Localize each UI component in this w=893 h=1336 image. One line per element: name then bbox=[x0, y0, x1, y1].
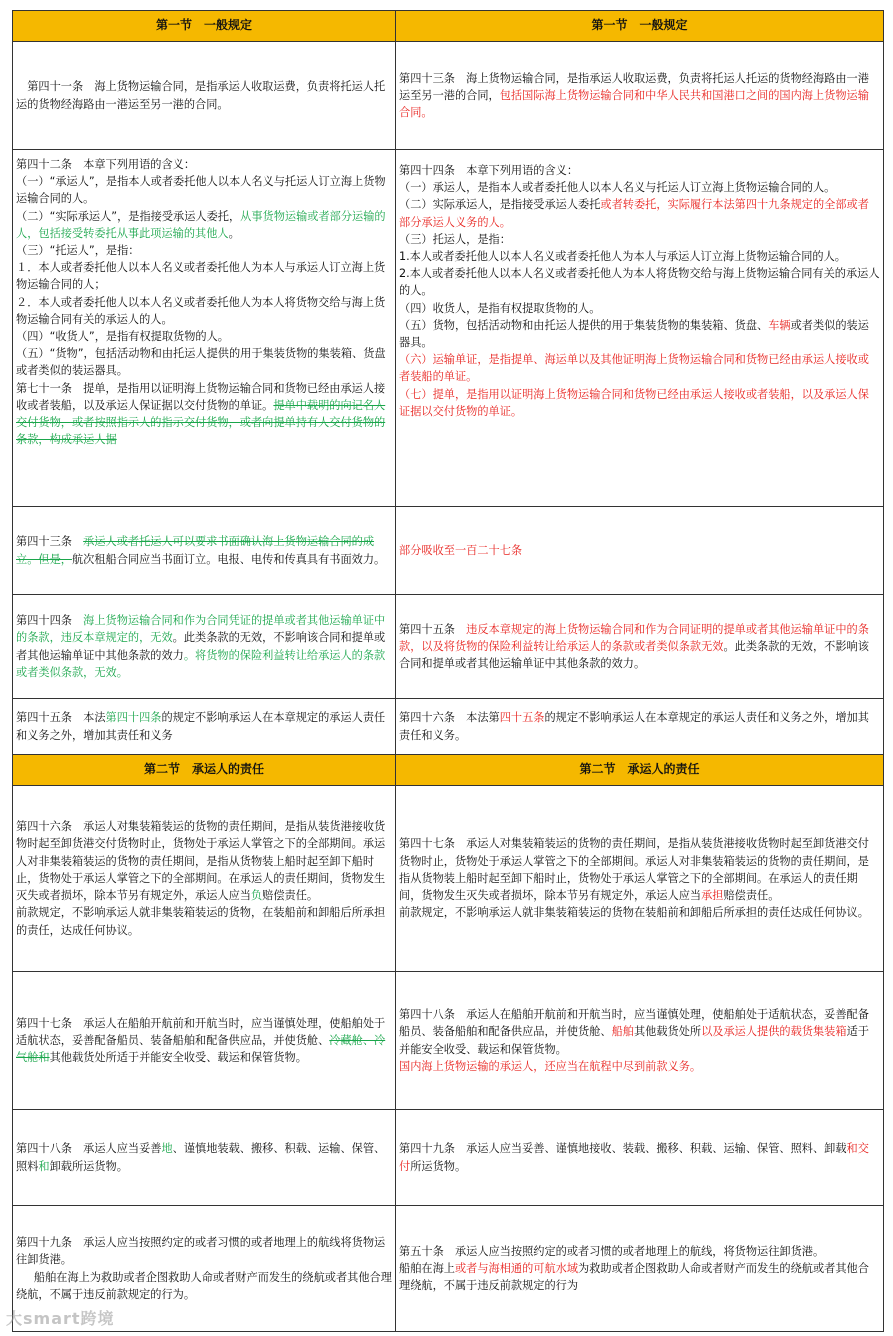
deleted-text: 和 bbox=[38, 1159, 50, 1173]
article-row bbox=[13, 150, 884, 507]
old-article-49: 第四十九条 承运人应当按照约定的或者习惯的或者地理上的航线将货物运往卸货港。 船舶在海上为救助或者企图救助人命或者财产而发生的绕航或者其他合理绕航，不属于违反前款规定的行为。 bbox=[13, 1206, 396, 1332]
new-article-49: 第四十九条 承运人应当妥善、谨慎地接收、装载、搬移、积载、运输、保管、照料、卸载和交付所运货物。 bbox=[396, 1110, 884, 1206]
new-article-44: 第四十四条 本章下列用语的含义： （一）承运人，是指本人或者委托他人以本人名义与托运人订立海上货物运输合同的人。 （二）实际承运人，是指接受承运人委托或者转委托，实际履行本法第四十九条规定的全部或者部分承运人义务的人。 （三）托运人，是指： 1.本人或者委托他人以本人名义或者委托他人为本人与承运人订立海上货物运输合同的人。 2.本人或者委托他人以本人名义或者委托他人为本人将货物交给与海上货物运输合同有关的承运人的人。 （四）收货人，是指有权提取货物的人。 （五）货物，包括活动物和由托运人提供的用于集装货物的集装箱、货盘、车辆或者类似的装运器具。 （六）运输单证，是指提单、海运单以及其他证明海上货物运输合同和货物已经由承运人接收或者装船的单证。 （七）提单，是指用以证明海上货物运输合同和货物已经由承运人接收或者装船，以及承运人保证据以交付货物的单证。 bbox=[396, 150, 884, 507]
article-row bbox=[13, 1206, 884, 1332]
article-row bbox=[13, 786, 884, 972]
deleted-text: 海上货物运输合同和作为合同凭证的提单或者其他运输单证中的条款，违反本章规定的，无效 bbox=[16, 614, 386, 645]
old-article-42: 第四十二条 本章下列用语的含义： （一）“承运人”，是指本人或者委托他人以本人名义与托运人订立海上货物运输合同的人。 （二）“实际承运人”，是指接受承运人委托，从事货物运输或者部分运输的人，包括接受转委托从事此项运输的其他人。 （三）“托运人”，是指： １．本人或者委托他人以本人名义或者委托他人为本人与承运人订立海上货物运输合同的人； ２．本人或者委托他人以本人名义或者委托他人为本人将货物交给与海上货物运输合同有关的承运人的人。 （四）“收货人”，是指有权提取货物的人。 （五）“货物”，包括活动物和由托运人提供的用于集装货物的集装箱、货盘或者类似的装运器具。 第七十一条 提单，是指用以证明海上货物运输合同和货物已经由承运人接收或者装船，以及承运人保证据以交付货物的单证。提单中载明的向记名人交付货物，或者按照指示人的指示交付货物，或者向提单持有人交付货物的条款，构成承运人据 bbox=[13, 150, 396, 507]
added-text: 或者与海相通的可航水域 bbox=[454, 1261, 579, 1275]
new-article-48: 第四十八条 承运人在船舶开航前和开航当时，应当谨慎处理，使船舶处于适航状态，妥善配备船员、装备船舶和配备供应品，并使货舱、船舶其他载货处所以及承运人提供的载货集装箱适于并能安全收受、载运和保管货物。 国内海上货物运输的承运人，还应当在航程中尽到前款义务。 bbox=[396, 972, 884, 1110]
right-section-title: 第二节 承运人的责任 bbox=[396, 755, 884, 786]
section-header-row bbox=[13, 755, 884, 786]
added-text: 和交付 bbox=[399, 1142, 869, 1173]
added-text: 四十五条 bbox=[499, 711, 545, 725]
added-text: 以及承运人提供的载货集装箱 bbox=[701, 1025, 847, 1039]
article-row bbox=[13, 972, 884, 1110]
deleted-text: 。将货物的保险利益转让给承运人的条款或者类似条款，无效 bbox=[16, 648, 386, 679]
watermark: 大smart跨境 bbox=[6, 1309, 115, 1328]
left-section-title: 第一节 一般规定 bbox=[13, 11, 396, 42]
added-text: （七）提单，是指用以证明海上货物运输合同和货物已经由承运人接收或者装船，以及承运人保证据以交付货物的单证。 bbox=[399, 387, 869, 418]
added-text: 车辆 bbox=[768, 318, 791, 332]
section-header-row bbox=[13, 11, 884, 42]
added-text: 违反本章规定的海上货物运输合同和作为合同证明的提单或者其他运输单证中的条款，以及将货物的保险利益转让给承运人的条款或者类似条款无效 bbox=[399, 622, 869, 653]
old-article-41: 第四十一条 海上货物运输合同，是指承运人收取运费，负责将托运人托运的货物经海路由一港运至另一港的合同。 bbox=[13, 42, 396, 150]
new-article-50: 第五十条 承运人应当按照约定的或者习惯的或者地理上的航线，将货物运往卸货港。 船舶在海上或者与海相通的可航水域为救助或者企图救助人命或者财产而发生的绕航或者其他合理绕航，不属于违反前款规定的行为 bbox=[396, 1206, 884, 1332]
article-row bbox=[13, 1110, 884, 1206]
left-section-title: 第二节 承运人的责任 bbox=[13, 755, 396, 786]
new-article-note bbox=[396, 507, 884, 595]
added-text: 国内海上货物运输的承运人，还应当在航程中尽到前款义务。 bbox=[399, 1059, 702, 1073]
deleted-text: 负 bbox=[250, 889, 263, 903]
added-text: 船舶 bbox=[611, 1025, 634, 1039]
old-article-48: 第四十八条 承运人应当妥善地、谨慎地装载、搬移、积载、运输、保管、照料和卸载所运货物。 bbox=[13, 1110, 396, 1206]
added-text: 或者转委托，实际履行本法第四十九条规定的全部或者部分承运人义务的人。 bbox=[399, 198, 869, 229]
article-row bbox=[13, 699, 884, 755]
old-article-43: 第四十三条 承运人或者托运人可以要求书面确认海上货物运输合同的成立。但是，航次租船合同应当书面订立。电报、电传和传真具有书面效力。 bbox=[13, 507, 396, 595]
deleted-text: 承运人或者托运人可以要求书面确认海上货物运输合同的成立。但是， bbox=[16, 535, 375, 566]
comparison-table bbox=[12, 10, 884, 1332]
new-article-45: 第四十五条 违反本章规定的海上货物运输合同和作为合同证明的提单或者其他运输单证中的条款，以及将货物的保险利益转让给承运人的条款或者类似条款无效。此类条款的无效，不影响该合同和提单或者其他运输单证中其他条款的效力。 bbox=[396, 595, 884, 699]
deleted-text: 第四十四条 bbox=[105, 711, 162, 725]
new-article-47: 第四十七条 承运人对集装箱装运的货物的责任期间，是指从装货港接收货物时起至卸货港交付货物时止，货物处于承运人掌管之下的全部期间。承运人对非集装箱装运的货物的责任期间，是指从货物装上船时起至卸下船时止，货物处于承运人掌管之下的全部期间。在承运人的责任期间，货物发生灭失或者损坏，除本节另有规定外，承运人应当承担赔偿责任。 前款规定，不影响承运人就非集装箱装运的货物在装船前和卸船后所承担的责任达成任何协议。 bbox=[396, 786, 884, 972]
old-article-47: 第四十七条 承运人在船舶开航前和开航当时，应当谨慎处理，使船舶处于适航状态，妥善配备船员、装备船舶和配备供应品，并使货舱、冷藏舱、冷气舱和其他载货处所适于并能安全收受、载运和保管货物。 bbox=[13, 972, 396, 1110]
added-text: 包括国际海上货物运输合同和中华人民共和国港口之间的国内海上货物运输合同。 bbox=[399, 88, 869, 120]
new-article-43: 第四十三条 海上货物运输合同，是指承运人收取运费，负责将托运人托运的货物经海路由一港运至另一港的合同，包括国际海上货物运输合同和中华人民共和国港口之间的国内海上货物运输合同。 bbox=[396, 42, 884, 150]
old-article-44: 第四十四条 海上货物运输合同和作为合同凭证的提单或者其他运输单证中的条款，违反本章规定的，无效。此类条款的无效，不影响该合同和提单或者其他运输单证中其他条款的效力。将货物的保险利益转让给承运人的条款或者类似条款，无效。 bbox=[13, 595, 396, 699]
article-row bbox=[13, 42, 884, 150]
old-article-45: 第四十五条 本法第四十四条的规定不影响承运人在本章规定的承运人责任和义务之外，增加其责任和义务 bbox=[13, 699, 396, 755]
old-article-46: 第四十六条 承运人对集装箱装运的货物的责任期间，是指从装货港接收货物时起至卸货港交付货物时止，货物处于承运人掌管之下的全部期间。承运人对非集装箱装运的货物的责任期间，是指从货物装上船时起至卸下船时止，货物处于承运人掌管之下的全部期间。在承运人的责任期间，货物发生灭失或者损坏，除本节另有规定外，承运人应当负赔偿责任。 前款规定，不影响承运人就非集装箱装运的货物，在装船前和卸船后所承担的责任，达成任何协议。 bbox=[13, 786, 396, 972]
added-text: （六）运输单证，是指提单、海运单以及其他证明海上货物运输合同和货物已经由承运人接收或者装船的单证。 bbox=[399, 353, 869, 384]
deleted-text: 提单中载明的向记名人交付货物，或者按照指示人的指示交付货物，或者向提单持有人交付货物的条款，构成承运人据 bbox=[16, 398, 386, 447]
new-article-46: 第四十六条 本法第四十五条的规定不影响承运人在本章规定的承运人责任和义务之外，增加其责任和义务。 bbox=[396, 699, 884, 755]
deleted-text: 地 bbox=[161, 1142, 173, 1156]
added-text: 部分吸收至一百二十七条 bbox=[399, 543, 523, 557]
right-section-title: 第一节 一般规定 bbox=[396, 11, 884, 42]
added-text: 承担 bbox=[701, 889, 724, 903]
article-row bbox=[13, 595, 884, 699]
article-row bbox=[13, 507, 884, 595]
deleted-text: 冷藏舱、冷气舱和 bbox=[16, 1033, 386, 1065]
deleted-text: 从事货物运输或者部分运输的人，包括接受转委托从事此项运输的其他人 bbox=[16, 209, 386, 240]
